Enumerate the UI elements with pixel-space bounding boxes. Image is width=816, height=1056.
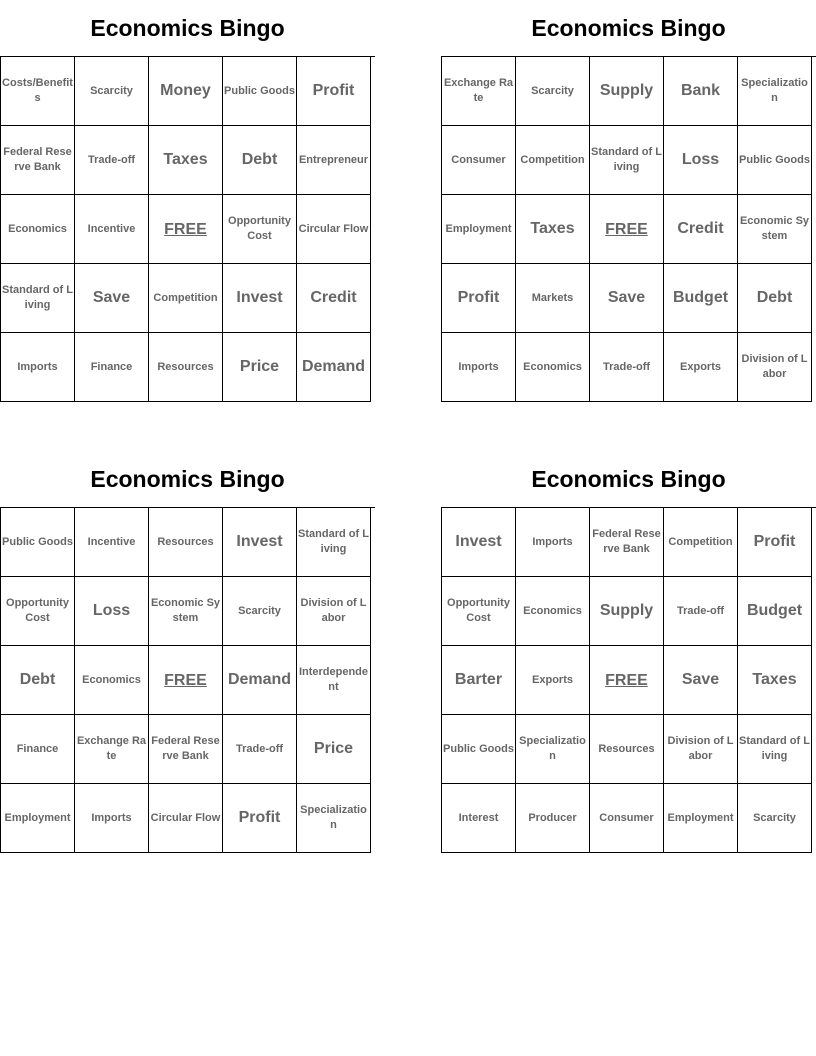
free-space: FREE (590, 646, 664, 715)
bingo-cell: Trade-off (75, 126, 149, 195)
bingo-cell: Economics (75, 646, 149, 715)
bingo-cell: Loss (664, 126, 738, 195)
bingo-cell: Debt (223, 126, 297, 195)
bingo-cell: Taxes (738, 646, 812, 715)
bingo-cell: Division of Labor (738, 333, 812, 402)
bingo-cell: Scarcity (75, 57, 149, 126)
bingo-cell: Debt (1, 646, 75, 715)
bingo-cell: Resources (590, 715, 664, 784)
bingo-cell: Scarcity (516, 57, 590, 126)
bingo-cell: Imports (1, 333, 75, 402)
bingo-cell: Demand (297, 333, 371, 402)
bingo-cell: Standard of Living (590, 126, 664, 195)
bingo-cell: Money (149, 57, 223, 126)
bingo-cell: Employment (664, 784, 738, 853)
bingo-cell: Standard of Living (738, 715, 812, 784)
bingo-cell: Imports (75, 784, 149, 853)
bingo-cell: Price (223, 333, 297, 402)
bingo-cell: Interdependent (297, 646, 371, 715)
bingo-cell: Price (297, 715, 371, 784)
bingo-cell: Entrepreneur (297, 126, 371, 195)
bingo-card-1 (0, 0, 375, 402)
bingo-cell: Incentive (75, 508, 149, 577)
bingo-cell: Consumer (442, 126, 516, 195)
bingo-grid (441, 56, 816, 402)
bingo-cell: Exports (664, 333, 738, 402)
bingo-cell: Competition (149, 264, 223, 333)
bingo-cell: Employment (442, 195, 516, 264)
bingo-cell: Exports (516, 646, 590, 715)
bingo-cell: Exchange Rate (75, 715, 149, 784)
bingo-cell: Economic System (149, 577, 223, 646)
bingo-cell: Division of Labor (664, 715, 738, 784)
bingo-cell: Taxes (516, 195, 590, 264)
bingo-cell: Finance (1, 715, 75, 784)
bingo-cell: Loss (75, 577, 149, 646)
bingo-cell: Markets (516, 264, 590, 333)
bingo-card-2 (441, 0, 816, 402)
bingo-cell: Demand (223, 646, 297, 715)
bingo-cell: Finance (75, 333, 149, 402)
bingo-cell: Economics (516, 333, 590, 402)
bingo-cell: Incentive (75, 195, 149, 264)
bingo-grid (0, 507, 375, 853)
bingo-cell: Resources (149, 333, 223, 402)
bingo-cell: Credit (664, 195, 738, 264)
free-space: FREE (590, 195, 664, 264)
bingo-cell: Competition (664, 508, 738, 577)
bingo-cell: Barter (442, 646, 516, 715)
bingo-cell: Employment (1, 784, 75, 853)
bingo-cell: Opportunity Cost (442, 577, 516, 646)
bingo-cell: Save (75, 264, 149, 333)
card-title: Economics Bingo (531, 466, 726, 492)
bingo-grid (441, 507, 816, 853)
bingo-cell: Trade-off (223, 715, 297, 784)
bingo-cell: Standard of Living (1, 264, 75, 333)
bingo-cell: Credit (297, 264, 371, 333)
bingo-cell: Taxes (149, 126, 223, 195)
bingo-cell: Producer (516, 784, 590, 853)
bingo-cell: Budget (664, 264, 738, 333)
bingo-cell: Economics (1, 195, 75, 264)
bingo-cell: Public Goods (1, 508, 75, 577)
bingo-grid (0, 56, 375, 402)
bingo-cell: Scarcity (223, 577, 297, 646)
bingo-cell: Profit (738, 508, 812, 577)
bingo-cell: Resources (149, 508, 223, 577)
bingo-cell: Economic System (738, 195, 812, 264)
bingo-cell: Save (590, 264, 664, 333)
bingo-cell: Supply (590, 577, 664, 646)
bingo-cell: Division of Labor (297, 577, 371, 646)
bingo-cell: Federal Reserve Bank (149, 715, 223, 784)
free-space: FREE (149, 195, 223, 264)
bingo-cell: Consumer (590, 784, 664, 853)
bingo-cell: Bank (664, 57, 738, 126)
bingo-cell: Save (664, 646, 738, 715)
bingo-cell: Profit (442, 264, 516, 333)
bingo-cell: Budget (738, 577, 812, 646)
bingo-cell: Opportunity Cost (223, 195, 297, 264)
bingo-cell: Standard of Living (297, 508, 371, 577)
bingo-cell: Public Goods (738, 126, 812, 195)
bingo-cell: Federal Reserve Bank (590, 508, 664, 577)
free-space: FREE (149, 646, 223, 715)
bingo-cell: Federal Reserve Bank (1, 126, 75, 195)
bingo-cell: Debt (738, 264, 812, 333)
bingo-cell: Profit (297, 57, 371, 126)
card-title: Economics Bingo (531, 15, 726, 41)
bingo-cell: Supply (590, 57, 664, 126)
bingo-cell: Invest (223, 508, 297, 577)
bingo-cell: Imports (516, 508, 590, 577)
bingo-cell: Circular Flow (297, 195, 371, 264)
bingo-cell: Specialization (738, 57, 812, 126)
bingo-cell: Profit (223, 784, 297, 853)
card-title: Economics Bingo (90, 466, 285, 492)
bingo-cell: Economics (516, 577, 590, 646)
bingo-cell: Scarcity (738, 784, 812, 853)
card-title: Economics Bingo (90, 15, 285, 41)
bingo-cell: Public Goods (442, 715, 516, 784)
bingo-cell: Trade-off (590, 333, 664, 402)
bingo-cell: Specialization (297, 784, 371, 853)
bingo-cell: Invest (442, 508, 516, 577)
bingo-cell: Invest (223, 264, 297, 333)
bingo-cell: Costs/Benefits (1, 57, 75, 126)
bingo-cell: Specialization (516, 715, 590, 784)
bingo-cell: Competition (516, 126, 590, 195)
bingo-cell: Interest (442, 784, 516, 853)
bingo-cell: Circular Flow (149, 784, 223, 853)
bingo-cell: Trade-off (664, 577, 738, 646)
bingo-cell: Opportunity Cost (1, 577, 75, 646)
bingo-cell: Public Goods (223, 57, 297, 126)
bingo-cell: Imports (442, 333, 516, 402)
bingo-card-3 (0, 451, 375, 853)
bingo-cell: Exchange Rate (442, 57, 516, 126)
bingo-card-4 (441, 451, 816, 853)
